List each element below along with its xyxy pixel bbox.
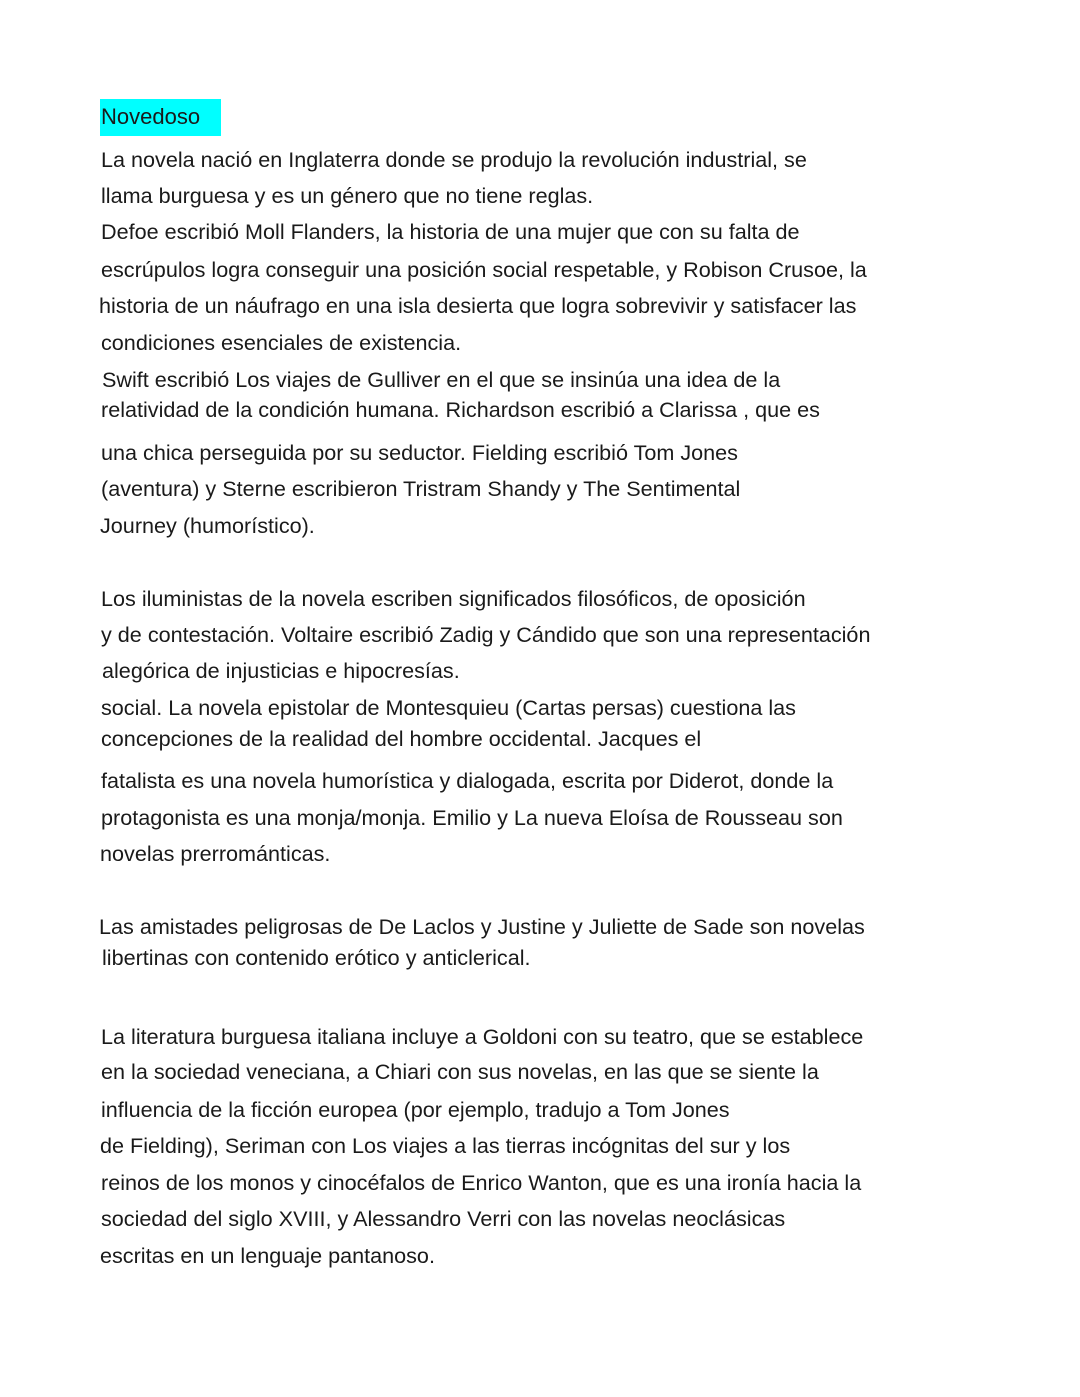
text-line: historia de un náufrago en una isla desierta que logra sobrevivir y satisfacer las bbox=[99, 293, 857, 318]
text-line: en la sociedad veneciana, a Chiari con sus novelas, en las que se siente la bbox=[101, 1059, 819, 1084]
text-line: La literatura burguesa italiana incluye a Goldoni con su teatro, que se establece bbox=[101, 1024, 864, 1049]
text-line: condiciones esenciales de existencia. bbox=[101, 330, 462, 355]
text-line: Defoe escribió Moll Flanders, la historia de una mujer que con su falta de bbox=[101, 219, 800, 244]
text-line: (aventura) y Sterne escribieron Tristram Shandy y The Sentimental bbox=[101, 476, 741, 501]
text-line: y de contestación. Voltaire escribió Zadig y Cándido que son una representación bbox=[101, 622, 871, 647]
text-line: Las amistades peligrosas de De Laclos y Justine y Juliette de Sade son novelas bbox=[99, 914, 865, 939]
text-line: una chica perseguida por su seductor. Fielding escribió Tom Jones bbox=[101, 440, 738, 465]
text-line: llama burguesa y es un género que no tiene reglas. bbox=[101, 183, 594, 208]
text-line: novelas prerrománticas. bbox=[100, 841, 331, 866]
text-line: escritas en un lenguaje pantanoso. bbox=[100, 1243, 435, 1268]
text-line: sociedad del siglo XVIII, y Alessandro Verri con las novelas neoclásicas bbox=[101, 1206, 786, 1231]
text-line: relatividad de la condición humana. Richardson escribió a Clarissa , que es bbox=[101, 397, 820, 422]
text-line: libertinas con contenido erótico y anticlerical. bbox=[102, 945, 531, 970]
text-line: protagonista es una monja/monja. Emilio y La nueva Eloísa de Rousseau son bbox=[101, 805, 843, 830]
text-line: social. La novela epistolar de Montesquieu (Cartas persas) cuestiona las bbox=[101, 695, 796, 720]
text-line: Journey (humorístico). bbox=[100, 513, 315, 538]
highlighted-heading bbox=[100, 99, 221, 136]
text-line: La novela nació en Inglaterra donde se produjo la revolución industrial, se bbox=[101, 147, 807, 172]
text-line: reinos de los monos y cinocéfalos de Enrico Wanton, que es una ironía hacia la bbox=[101, 1170, 862, 1195]
text-line: Swift escribió Los viajes de Gulliver en el que se insinúa una idea de la bbox=[102, 367, 781, 392]
text-line: escrúpulos logra conseguir una posición social respetable, y Robison Crusoe, la bbox=[101, 257, 867, 282]
text-line: de Fielding), Seriman con Los viajes a las tierras incógnitas del sur y los bbox=[100, 1133, 791, 1158]
text-line: alegórica de injusticias e hipocresías. bbox=[102, 658, 460, 683]
text-line: Los iluministas de la novela escriben significados filosóficos, de oposición bbox=[101, 586, 806, 611]
heading-text: Novedoso bbox=[101, 104, 201, 129]
text-line: concepciones de la realidad del hombre occidental. Jacques el bbox=[101, 726, 702, 751]
text-line: influencia de la ficción europea (por ejemplo, tradujo a Tom Jones bbox=[101, 1097, 730, 1122]
text-line: fatalista es una novela humorística y dialogada, escrita por Diderot, donde la bbox=[101, 768, 834, 793]
